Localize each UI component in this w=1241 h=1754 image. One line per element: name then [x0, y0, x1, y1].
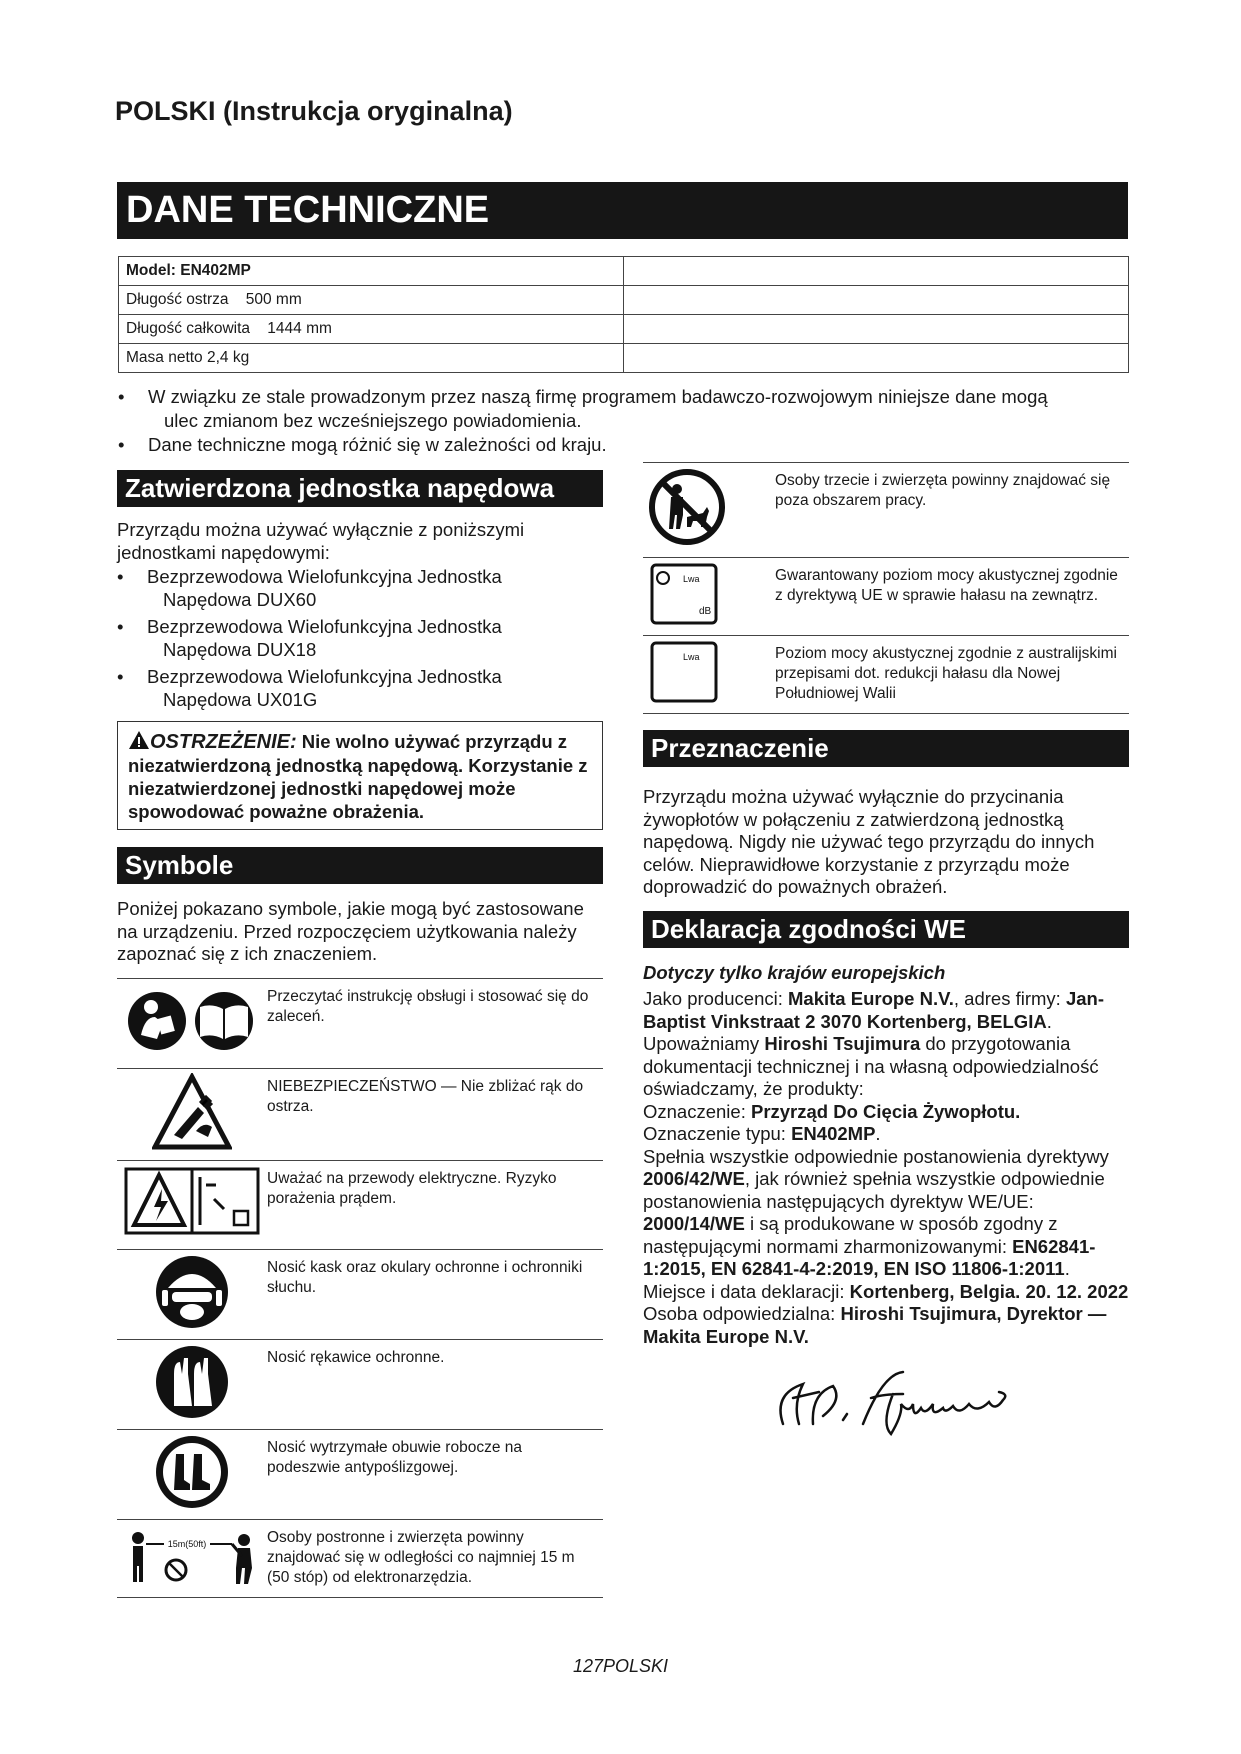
spec-net-weight: Masa netto 2,4 kg [119, 344, 624, 373]
gloves-icon [154, 1344, 230, 1420]
approved-unit-intro: Przyrządu można używać wyłącznie z poniższymi jednostkami napędowymi: [117, 519, 525, 563]
list-item [117, 666, 603, 711]
decl-text: Osoba odpowiedzialna: [643, 1303, 841, 1324]
decl-text: Jako producenci: [643, 988, 789, 1009]
table-row [643, 558, 1129, 636]
unit-line: Napędowa UX01G [163, 688, 318, 710]
purpose-title: Przeznaczenie [643, 730, 1129, 767]
symbol-description: Przeczytać instrukcję obsługi i stosować się do zaleceń. [267, 978, 603, 1068]
left-column [117, 470, 603, 1598]
declaration-title: Deklaracja zgodności WE [643, 911, 1129, 948]
approved-unit-title: Zatwierdzona jednostka napędowa [117, 470, 603, 507]
table-row [117, 1339, 603, 1429]
language-title: POLSKI (Instrukcja oryginalna) [115, 96, 513, 126]
spec-value-cell [624, 286, 1129, 315]
bullet: • [118, 386, 125, 407]
bullet: • [117, 566, 124, 587]
spec-value-cell [624, 344, 1129, 373]
decl-manufacturer: Makita Europe N.V. [788, 988, 954, 1009]
bullet: • [117, 616, 124, 637]
decl-directive: 2000/14/WE [643, 1213, 745, 1234]
spec-table [118, 256, 1129, 373]
spec-blade-length: Długość ostrza 500 mm [119, 286, 624, 315]
symbols-intro: Poniżej pokazano symbole, jakie mogą być zastosowane na urządzeniu. Przed rozpoczęciem użytkowania należy zapoznać się z ich znaczeniem. [117, 898, 584, 964]
distance-label: 15m(50ft) [167, 1538, 207, 1549]
main-section-title: DANE TECHNICZNE [117, 182, 1128, 239]
table-row [117, 1068, 603, 1160]
warning-triangle-icon [128, 730, 150, 750]
note-line: Dane techniczne mogą różnić się w zależności od kraju. [148, 434, 607, 455]
decl-text: Miejsce i data deklaracji: [643, 1280, 850, 1302]
table-row [643, 463, 1129, 558]
bullet: • [118, 434, 125, 455]
helmet-goggles-ear-icon [154, 1254, 230, 1330]
unit-line: Bezprzewodowa Wielofunkcyjna Jednostka [147, 666, 502, 687]
table-row [643, 636, 1129, 714]
distance-15m-icon [124, 1524, 260, 1588]
sound-power-eu-icon [649, 562, 719, 626]
symbol-description: Gwarantowany poziom mocy akustycznej zgodnie z dyrektywą UE w sprawie hałasu na zewnątrz. [775, 558, 1129, 636]
symbol-description: Osoby postronne i zwierzęta powinny znajdować się w odległości co najmniej 15 m (50 stóp) od elektronarzędzia. [267, 1519, 603, 1597]
table-row [117, 1249, 603, 1339]
read-manual-icon [127, 983, 257, 1059]
blade-danger-icon [152, 1073, 232, 1151]
declaration-text [643, 988, 1129, 1348]
unit-line: Bezprzewodowa Wielofunkcyjna Jednostka [147, 566, 502, 587]
svg-text:dB: dB [699, 606, 712, 617]
sound-power-au-icon [649, 640, 719, 704]
decl-text: i są produkowane w sposób zgodny z następującymi normami zharmonizowanymi: [643, 1213, 1058, 1257]
spec-overall-length: Długość całkowita 1444 mm [119, 315, 624, 344]
icon-cell [117, 1160, 267, 1249]
boots-icon [154, 1434, 230, 1510]
warning-text: Nie wolno używać przyrządu z niezatwierdzoną jednostką napędową. Korzystanie z niezatwierdzonej jednostki napędowej może spowodować poważne obrażenia. [128, 731, 588, 822]
symbol-description: NIEBEZPIECZEŃSTWO — Nie zbliżać rąk do ostrza. [267, 1068, 603, 1160]
unit-line: Napędowa DUX60 [163, 588, 317, 610]
symbols-table-left [117, 978, 603, 1598]
decl-directive: 2006/42/WE [643, 1168, 745, 1189]
lwa-label: Lwa [683, 652, 700, 662]
table-row [119, 257, 1129, 286]
warning-box [117, 721, 603, 830]
decl-text: . Upoważniamy [643, 1010, 1052, 1054]
table-row [117, 1429, 603, 1519]
declaration-subtitle: Dotyczy tylko krajów europejskich [643, 961, 946, 983]
decl-text: Spełnia wszystkie odpowiednie postanowienia dyrektywy [643, 1145, 1109, 1167]
decl-text: do przygotowania dokumentacji technicznej i na własną odpowiedzialność oświadczamy, że produkty: [643, 1033, 1099, 1099]
no-bystanders-animals-icon [647, 467, 727, 547]
symbols-table-right [643, 462, 1129, 714]
symbol-description: Poziom mocy akustycznej zgodnie z australijskimi przepisami dot. redukcji hałasu dla Nowej Południowej Walii [775, 636, 1129, 714]
right-column [643, 462, 1129, 1449]
spec-value-cell [624, 257, 1129, 286]
table-row [117, 1519, 603, 1597]
note-line: ulec zmianom bez wcześniejszego powiadomienia. [164, 410, 582, 431]
electric-shock-icon [124, 1165, 260, 1237]
list-item [117, 566, 603, 611]
table-row [119, 344, 1129, 373]
spec-notes [118, 385, 1138, 457]
decl-designation: Przyrząd Do Cięcia Żywopłotu. [750, 1100, 1021, 1122]
symbol-description: Nosić wytrzymałe obuwie robocze na podeszwie antypoślizgowej. [267, 1429, 603, 1519]
purpose-text: Przyrządu można używać wyłącznie do przycinania żywopłotów w połączeniu z zatwierdzoną jednostką napędową. Nigdy nie używać tego przyrządu do innych celów. Nieprawidłowe korzystanie z przyrządu może doprowadzić do poważnych obrażeń. [643, 786, 1095, 897]
list-item [118, 385, 1138, 433]
unit-line: Bezprzewodowa Wielofunkcyjna Jednostka [147, 616, 502, 637]
decl-address: Jan-Baptist Vinkstraat 2 3070 Kortenberg, BELGIA [643, 988, 1104, 1032]
decl-authorized-person: Hiroshi Tsujimura [764, 1033, 921, 1054]
decl-text: . [875, 1123, 881, 1144]
icon-cell [117, 1429, 267, 1519]
page-footer: 127POLSKI [572, 1656, 669, 1676]
icon-cell [643, 463, 775, 558]
icon-cell [117, 1249, 267, 1339]
signature [763, 1354, 1023, 1444]
icon-cell [117, 1068, 267, 1160]
table-row [119, 315, 1129, 344]
symbol-description: Osoby trzecie i zwierzęta powinny znajdować się poza obszarem pracy. [775, 463, 1129, 558]
decl-text: Oznaczenie: [643, 1100, 751, 1122]
decl-standards: EN62841-1:2015, EN 62841-4-2:2019, EN ISO 11806-1:2011 [643, 1235, 1096, 1279]
decl-place-date: Kortenberg, Belgia. 20. 12. 2022 [849, 1280, 1129, 1302]
decl-text: , jak również spełnia wszystkie odpowiednie postanowienia następujących dyrektyw WE/UE: [643, 1168, 1105, 1212]
symbol-description: Nosić rękawice ochronne. [267, 1339, 603, 1429]
icon-cell [117, 1519, 267, 1597]
spec-model: Model: EN402MP [119, 257, 624, 286]
spec-value-cell [624, 315, 1129, 344]
decl-text: . [1064, 1258, 1070, 1279]
decl-model: EN402MP [791, 1123, 876, 1144]
approved-unit-list [117, 566, 603, 711]
icon-cell [117, 1339, 267, 1429]
symbol-description: Uważać na przewody elektryczne. Ryzyko porażenia prądem. [267, 1160, 603, 1249]
icon-cell [643, 558, 775, 636]
symbol-description: Nosić kask oraz okulary ochronne i ochronniki słuchu. [267, 1249, 603, 1339]
icon-cell [117, 978, 267, 1068]
list-item [118, 433, 1138, 457]
decl-text: , adres firmy: [953, 988, 1066, 1009]
note-line: W związku ze stale prowadzonym przez naszą firmę programem badawczo-rozwojowym niniejsze dane mogą [148, 386, 1048, 407]
list-item [117, 616, 603, 661]
icon-cell [643, 636, 775, 714]
decl-responsible-person: Hiroshi Tsujimura, Dyrektor — Makita Europe N.V. [643, 1303, 1107, 1347]
symbols-title: Symbole [117, 847, 603, 884]
decl-text: Oznaczenie typu: [643, 1123, 792, 1144]
lwa-label: Lwa [683, 574, 700, 584]
table-row [117, 1160, 603, 1249]
table-row [119, 286, 1129, 315]
bullet: • [117, 666, 124, 687]
table-row [117, 978, 603, 1068]
warning-label: OSTRZEŻENIE: [150, 731, 297, 753]
unit-line: Napędowa DUX18 [163, 638, 317, 660]
